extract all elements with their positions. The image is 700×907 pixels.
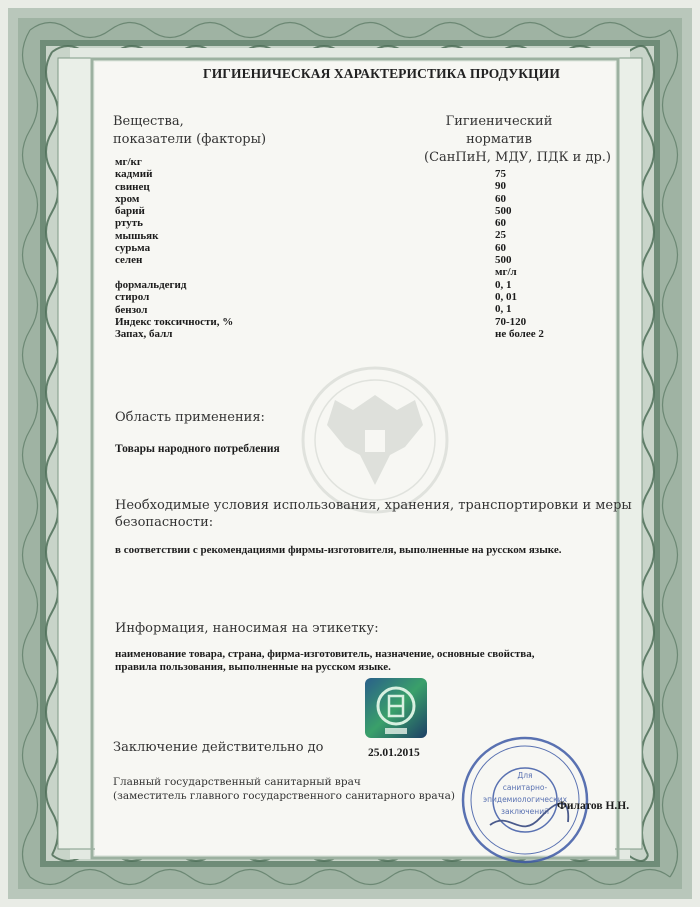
norm-value: 500 [495, 204, 512, 217]
signatory-title: Главный государственный санитарный врач [113, 776, 361, 788]
norm-value: 0, 1 [495, 278, 512, 291]
state-emblem-watermark [265, 355, 485, 515]
substance-row: бензол [115, 303, 148, 316]
substance-row: сурьма [115, 242, 151, 255]
column-header-substances [113, 113, 266, 149]
norm-value: 0, 1 [495, 303, 512, 316]
substance-row: Запах, балл [115, 328, 173, 341]
substance-row: ртуть [115, 217, 143, 230]
norm-value: 25 [495, 229, 506, 242]
stamp-text-line: заключений [501, 807, 549, 816]
header-right-line-1: Гигиенический [445, 114, 553, 129]
validity-date: 25.01.2015 [368, 747, 420, 759]
label-info-line-2: правила пользования, выполненные на русском языке. [115, 661, 391, 673]
scope-value: Товары народного потребления [115, 443, 280, 455]
header-right-line-2: норматив [466, 132, 532, 147]
norm-unit: мг/л [495, 266, 517, 279]
document-title: ГИГИЕНИЧЕСКАЯ ХАРАКТЕРИСТИКА ПРОДУКЦИИ [203, 66, 560, 81]
conditions-value: в соответствии с рекомендациями фирмы-изготовителя, выполненные на русском языке. [115, 544, 562, 556]
conditions-label-line-2: безопасности: [115, 515, 214, 530]
substance-row: формальдегид [115, 278, 187, 291]
substance-row: Индекс токсичности, % [115, 315, 234, 328]
substance-row [115, 267, 233, 279]
substances-column [115, 156, 233, 340]
stamp-text-line: эпидемиологических [482, 795, 568, 804]
norm-value: не более 2 [495, 327, 544, 340]
norms-column [495, 168, 544, 340]
stamp-text-line: Для [517, 771, 533, 780]
norm-value: 75 [495, 168, 506, 180]
substance-row: стирол [115, 291, 150, 304]
substance-row: мг/кг [115, 156, 142, 168]
norm-value: 60 [495, 217, 506, 230]
norm-value: 60 [495, 192, 506, 205]
norm-value: 70-120 [495, 315, 527, 328]
norm-value: 90 [495, 180, 506, 193]
signatory-name: Филатов Н.Н. [557, 800, 630, 812]
signatory-subtitle: (заместитель главного государственного санитарного врача) [113, 790, 455, 802]
validity-label: Заключение действительно до [113, 740, 324, 755]
hologram-seal [365, 678, 427, 738]
stamp-text-line: санитарно- [502, 783, 548, 792]
substance-row: свинец [115, 180, 150, 193]
substance-row: барий [115, 205, 145, 218]
substance-row: селен [115, 254, 143, 267]
column-header-norms [424, 113, 612, 167]
header-left-line-2: показатели (факторы) [113, 132, 267, 147]
label-info-label: Информация, наносимая на этикетку: [115, 621, 379, 636]
label-info-line-1: наименование товара, страна, фирма-изготовитель, назначение, основные свойства, [115, 648, 535, 660]
substance-row: кадмий [115, 168, 153, 181]
substance-row: мышьяк [115, 229, 159, 242]
norm-value: 500 [495, 254, 512, 267]
conditions-label-line-1: Необходимые условия использования, хранения, транспортировки и меры [115, 498, 632, 513]
header-left-line-1: Вещества, [113, 114, 184, 129]
scope-label: Область применения: [115, 410, 265, 425]
substance-row: хром [115, 192, 140, 205]
norm-value: 0, 01 [495, 290, 517, 303]
header-right-line-3: (СанПиН, МДУ, ПДК и др.) [424, 150, 612, 165]
norm-value: 60 [495, 241, 506, 254]
